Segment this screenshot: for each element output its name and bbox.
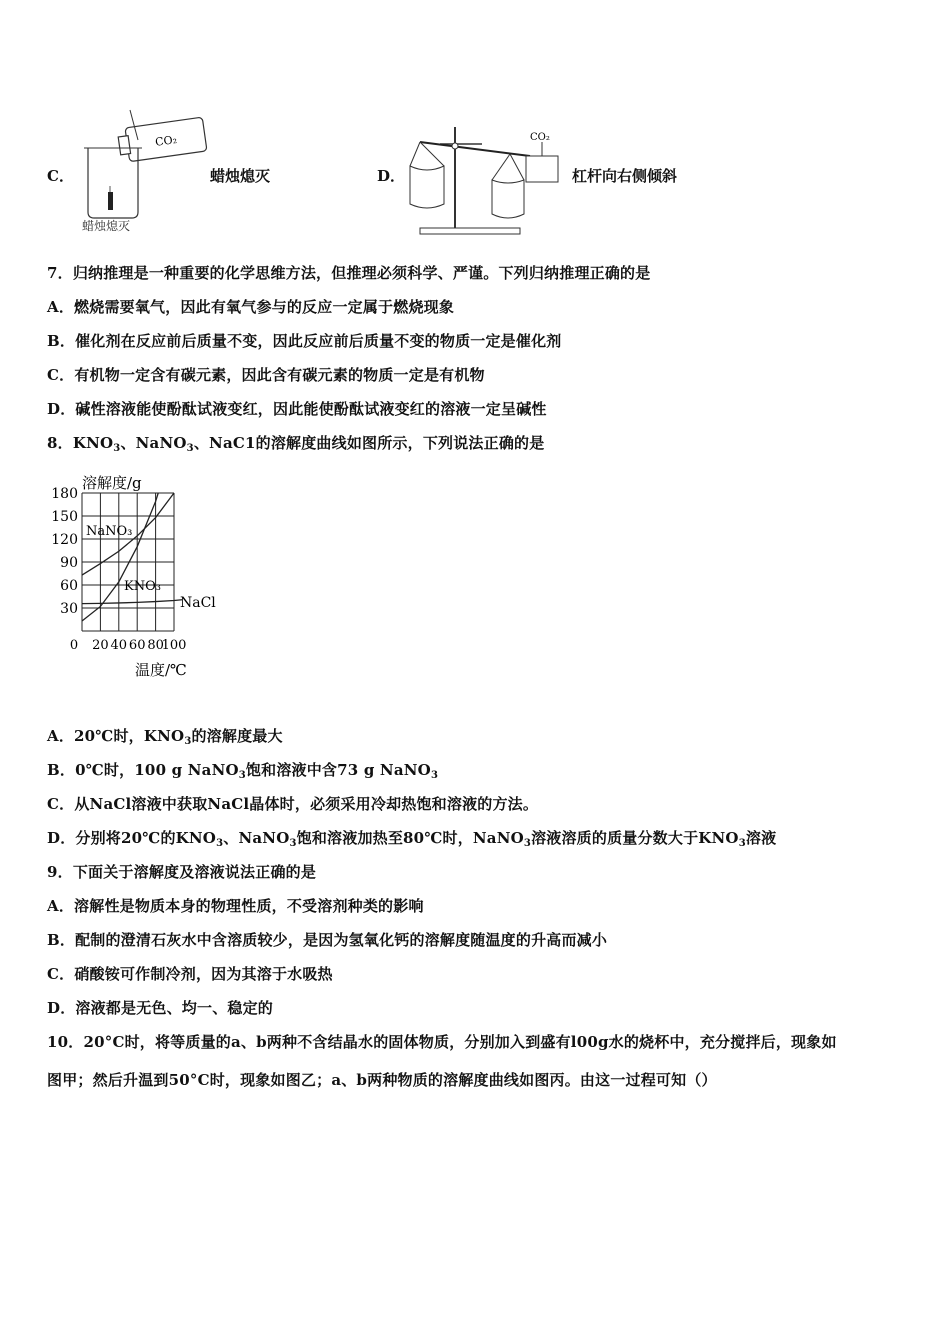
x-tick-label: 40 xyxy=(110,638,128,653)
option-c-label: C． xyxy=(47,167,74,185)
x-tick-label: 80 xyxy=(147,638,164,653)
option-d-label: D． xyxy=(377,167,406,185)
q9-option-b: B．配制的澄清石灰水中含溶质较少，是因为氢氧化钙的溶解度随温度的升高而减小 xyxy=(47,931,608,949)
x-tick-label: 20 xyxy=(92,638,109,653)
x-tick-label: 0 xyxy=(69,638,79,653)
q7-option-b: B．催化剂在反应前后质量不变，因此反应前后质量不变的物质一定是催化剂 xyxy=(47,332,562,350)
q10-line-1: 10．20°C时，将等质量的a、b两种不含结晶水的固体物质，分别加入到盛有l00g水的烧杯中，充分搅拌后，现象如 xyxy=(47,1033,837,1051)
candle-co2-figure xyxy=(70,100,210,240)
q7-option-c: C．有机物一定含有碳元素，因此含有碳元素的物质一定是有机物 xyxy=(47,366,485,384)
q9-option-a: A．溶解性是物质本身的物理性质，不受溶剂种类的影响 xyxy=(47,897,424,915)
y-tick-label: 90 xyxy=(60,555,78,571)
q9-option-d: D．溶液都是无色、均一、稳定的 xyxy=(47,999,274,1017)
y-axis-label: 溶解度/g xyxy=(82,474,142,492)
option-c-caption: 蜡烛熄灭 xyxy=(210,167,271,185)
q8-option-b: B．0℃时，100 g NaNO$_3$饱和溶液中含73 g NaNO$_3$ xyxy=(47,761,439,781)
series-label-nacl: NaCl xyxy=(180,595,216,611)
y-tick-label: 60 xyxy=(60,578,78,594)
q8-option-d: D．分别将20℃的$KNO_3$、NaNO$_3$饱和溶液加热至80℃时，NaNO$_3$溶液溶质的质量分数大于$KNO_3$溶液 xyxy=(47,829,777,849)
x-axis-label: 温度/℃ xyxy=(135,661,187,679)
x-tick-label: 100 xyxy=(161,638,187,653)
series-label-kno3: KNO₃ xyxy=(124,579,161,594)
q7-option-a: A．燃烧需要氧气，因此有氧气参与的反应一定属于燃烧现象 xyxy=(47,298,455,316)
series-label-nano3: NaNO₃ xyxy=(86,524,133,539)
y-tick-label: 180 xyxy=(51,486,78,502)
lever-balance-figure xyxy=(400,122,570,240)
q8-stem: 8．$KNO_3$、NaNO$_3$、NaC1的溶解度曲线如图所示，下列说法正确的是 xyxy=(47,434,545,454)
q10-line-2: 图甲；然后升温到50°C时，现象如图乙；a、b两种物质的溶解度曲线如图丙。由这一过程可知（） xyxy=(47,1071,717,1089)
series-line-nacl xyxy=(82,600,182,604)
candle-out-inner-label: 蜡烛熄灭 xyxy=(82,219,131,233)
q8-option-c: C．从NaCl溶液中获取NaCl晶体时，必须采用冷却热饱和溶液的方法。 xyxy=(47,795,539,813)
y-tick-label: 150 xyxy=(51,509,78,525)
q9-stem: 9．下面关于溶解度及溶液说法正确的是 xyxy=(47,863,317,881)
chart-lines xyxy=(82,493,182,621)
q7-stem: 7．归纳推理是一种重要的化学思维方法，但推理必须科学、严谨。下列归纳推理正确的是 xyxy=(47,264,651,282)
co2-label-c: CO₂ xyxy=(154,132,178,149)
q8-option-a: A．20℃时，$KNO_3$的溶解度最大 xyxy=(47,727,283,747)
q9-option-c: C．硝酸铵可作制冷剂，因为其溶于水吸热 xyxy=(47,965,333,983)
y-tick-label: 30 xyxy=(60,601,78,617)
y-tick-label: 120 xyxy=(51,532,78,548)
option-d-caption: 杠杆向右侧倾斜 xyxy=(572,167,678,185)
co2-label-d: CO₂ xyxy=(530,132,550,143)
x-tick-label: 60 xyxy=(128,638,146,653)
q7-option-d: D．碱性溶液能使酚酞试液变红，因此能使酚酞试液变红的溶液一定呈碱性 xyxy=(47,400,547,418)
solubility-chart xyxy=(40,468,280,683)
